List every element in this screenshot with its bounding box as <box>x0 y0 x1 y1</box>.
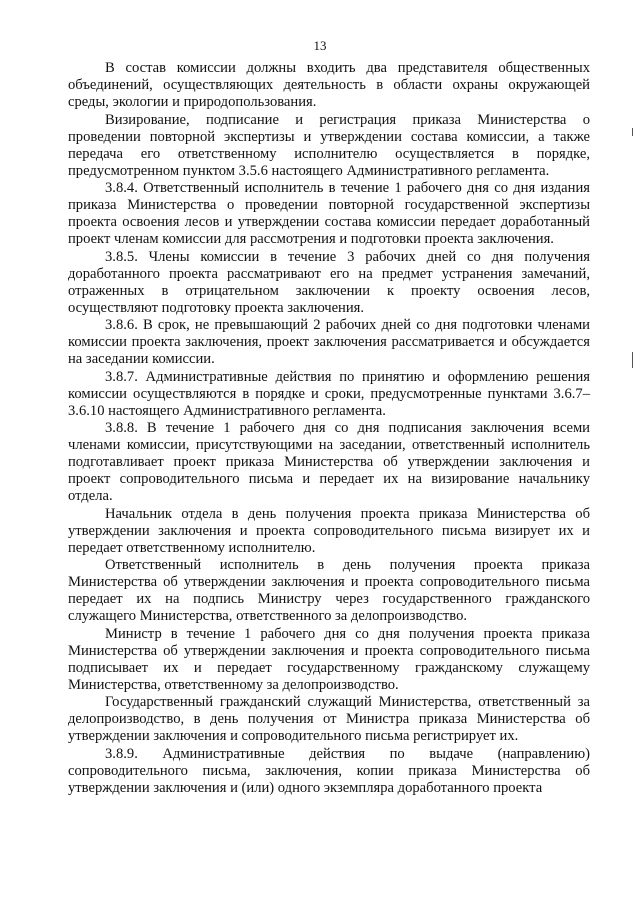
paragraph-order-registration: Визирование, подписание и регистрация приказа Министерства о проведении повторной экспертизы и утверждении состава комиссии, а также передача его ответственному исполнителю осуществляется в порядке, предусмотренном пунктом 3.5.6 настоящего Административного регламента. <box>68 111 590 179</box>
paragraph-3-8-6: 3.8.6. В срок, не превышающий 2 рабочих дней со дня подготовки членами комиссии проекта заключения, проект заключения рассматривается и обсуждается на заседании комиссии. <box>68 317 590 367</box>
paragraph-department-head: Начальник отдела в день получения проекта приказа Министерства об утверждении заключения и проекта сопроводительного письма визирует их и передает ответственному исполнителю. <box>68 505 590 556</box>
document-body <box>68 60 590 797</box>
scan-edge-mark <box>632 128 633 136</box>
page-number: 13 <box>313 38 327 53</box>
paragraph-3-8-4: 3.8.4. Ответственный исполнитель в течение 1 рабочего дня со дня издания приказа Министерства о проведении повторной государственной экспертизы проекта освоения лесов и утверждении состава комиссии передает доработанный проект членам комиссии для рассмотрения и подготовки проекта заключения. <box>68 180 590 247</box>
paragraph-commission-composition: В состав комиссии должны входить два представителя общественных объединений, осуществляющих деятельность в области охраны окружающей среды, экологии и природопользования. <box>68 60 590 110</box>
paragraph-3-8-8: 3.8.8. В течение 1 рабочего дня со дня подписания заключения всеми членами комиссии, присутствующими на заседании, ответственный исполнитель подготавливает проект приказа Министерства об утверждении заключения и проект сопроводительного письма и передает их на визирование начальнику отдела. <box>68 420 590 504</box>
paragraph-3-8-7: 3.8.7. Административные действия по принятию и оформлению решения комиссии осуществляются в порядке и сроки, предусмотренные пунктами 3.6.7–3.6.10 настоящего Административного регламента. <box>68 368 590 419</box>
scan-edge-mark <box>632 352 633 368</box>
paragraph-responsible-executor: Ответственный исполнитель в день получения проекта приказа Министерства об утверждении заключения и проекта сопроводительного письма передает их на подпись Министру через государственного гражданского служащего Министерства, ответственного за делопроизводство. <box>68 557 590 624</box>
paragraph-3-8-9: 3.8.9. Административные действия по выдаче (направлению) сопроводительного письма, заключения, копии приказа Министерства об утверждении заключения и (или) одного экземпляра доработанного проекта <box>68 745 590 796</box>
paragraph-minister: Министр в течение 1 рабочего дня со дня получения проекта приказа Министерства об утверждении заключения и проекта сопроводительного письма подписывает их и передает государственному гражданскому служащему Министерства, ответственному за делопроизводство. <box>68 625 590 693</box>
paragraph-civil-servant: Государственный гражданский служащий Министерства, ответственный за делопроизводство, в день получения от Министра приказа Министерства об утверждении заключения и сопроводительного письма регистрирует их. <box>68 694 590 744</box>
paragraph-3-8-5: 3.8.5. Члены комиссии в течение 3 рабочих дней со дня получения доработанного проекта рассматривают его на предмет устранения замечаний, отраженных в отрицательном заключении к проекту освоения лесов, осуществляют подготовку проекта заключения. <box>68 248 590 316</box>
